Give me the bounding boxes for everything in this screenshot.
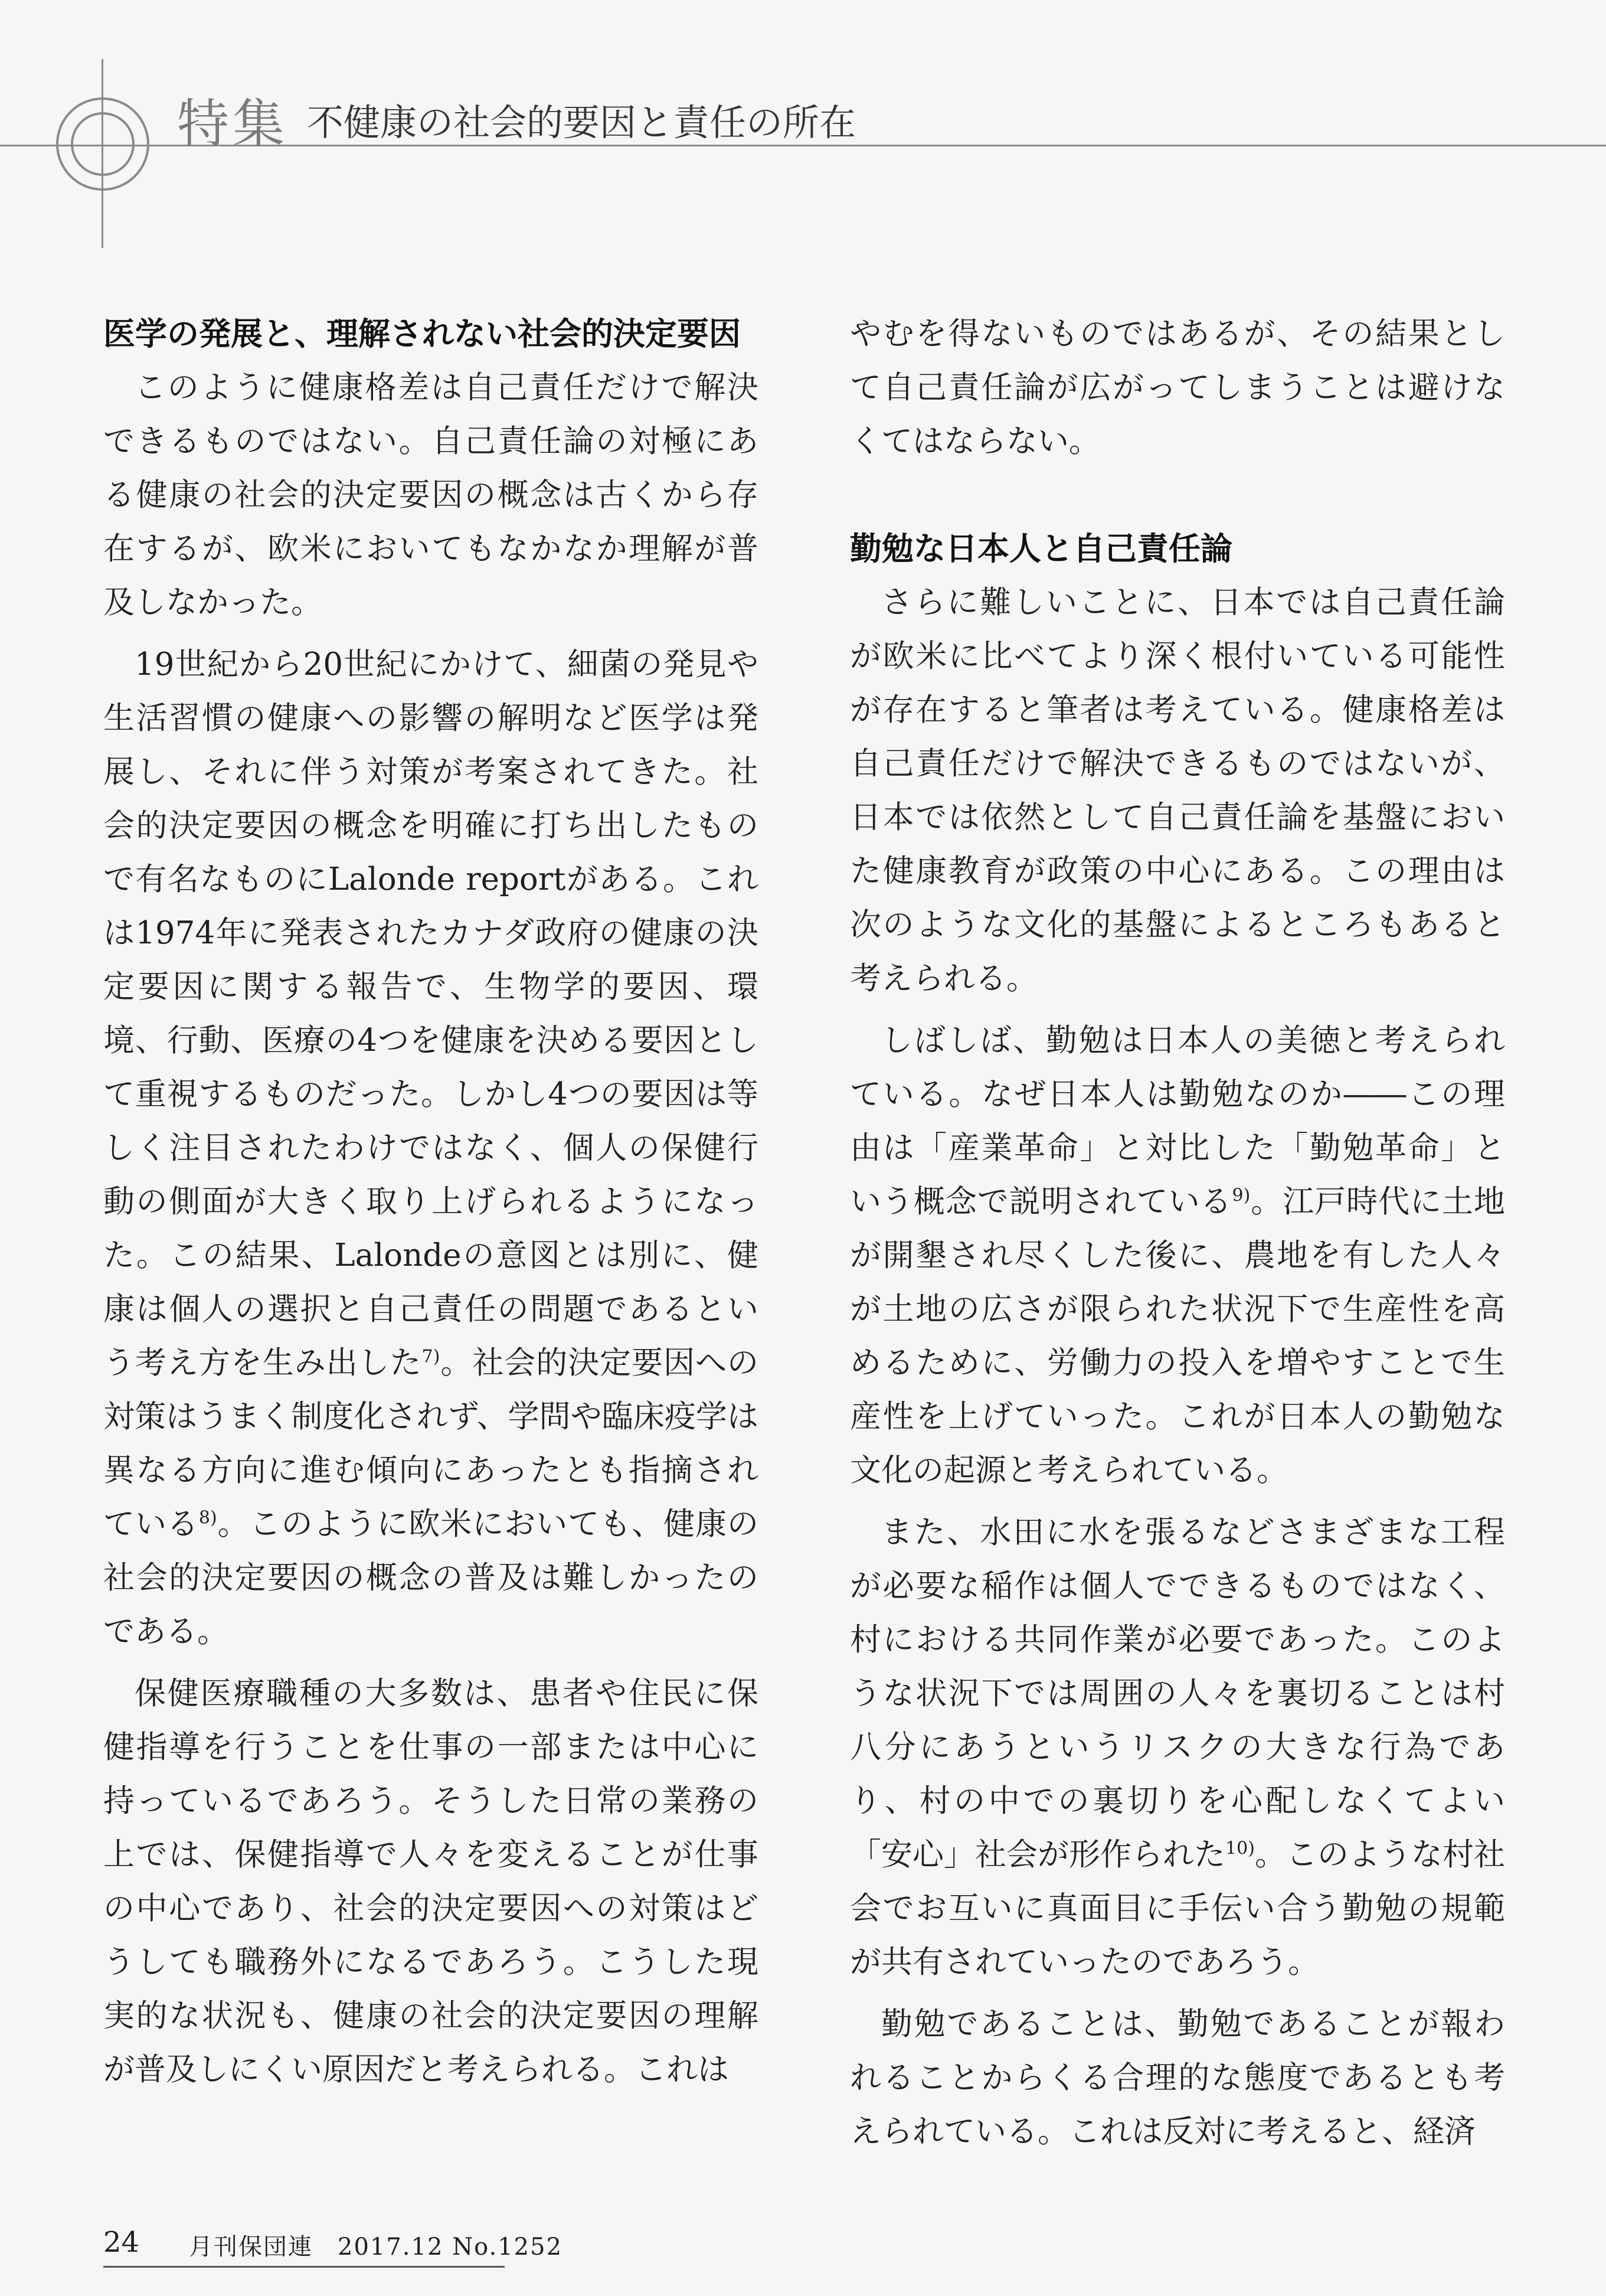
paragraph-text: しばしば、勤勉は日本人の美徳と考えられている。なぜ日本人は勤勉なのか――この理由は「産業革命」と対比した「勤勉革命」という概念で説明されている <box>850 1023 1505 1220</box>
reference-mark: 7) <box>421 1346 440 1367</box>
paragraph-text: 。このような村社会でお互いに真面目に手伝い合う勤勉の規範が共有されていったのであろう。 <box>850 1837 1506 1980</box>
paragraph-text: 19世紀から20世紀にかけて、細菌の発見や生活習慣の健康への影響の解明など医学は発展し、それに伴う対策が考案されてきた。社会的決定要因の概念を明確に打ち出したもので有名なものにLalonde reportがある。これは1974年に発表されたカナダ政府の健康の決定要因に関する報告で、生物学的要因、環境、行動、医療の4つを健康を決める要因として重視するものだった。しかし4つの要因は等しく注目されたわけではなく、個人の保健行動の側面が大きく取り上げられるようになった。この結果、Lalondeの意図とは別に、健康は個人の選択と自己責任の問題であるという考え方を生み出した <box>103 646 758 1381</box>
reference-mark: 8) <box>198 1507 217 1529</box>
paragraph: やむを得ないものではあるが、その結果として自己責任論が広がってしまうことは避けなくてはならない。 <box>850 316 1505 459</box>
section-heading: 勤勉な日本人と自己責任論 <box>850 530 1232 567</box>
header-inner-circle-icon <box>71 112 135 176</box>
paragraph: さらに難しいことに、日本では自己責任論が欧米に比べてより深く根付いている可能性が存在すると筆者は考えている。健康格差は自己責任だけで解決できるものではないが、日本では依然として自己責任論を基盤においた健康教育が政策の中心にある。この理由は次のような文化的基盤によるところもあると考えられる。 <box>850 584 1505 997</box>
reference-mark: 10) <box>1225 1838 1255 1859</box>
paragraph: 保健医療職種の大多数は、患者や住民に保健指導を行うことを仕事の一部または中心に持っているであろう。そうした日常の業務の上では、保健指導で人々を変えることが仕事の中心であり、社会的決定要因への対策はどうしても職務外になるであろう。こうした現実的な状況も、健康の社会的決定要因の理解が普及しにくい原因だと考えられる。これは <box>103 1676 758 2088</box>
paragraph-text: また、水田に水を張るなどさまざまな工程が必要な稲作は個人でできるものではなく、村における共同作業が必要であった。このような状況下では周囲の人々を裏切ることは村八分にあうというリスクの大きな行為であり、村の中での裏切りを心配しなくてよい「安心」社会が形作られた <box>850 1514 1505 1873</box>
paragraph <box>850 1014 1505 1497</box>
reference-mark: 9) <box>1232 1185 1251 1206</box>
paragraph: 勤勉であることは、勤勉であることが報われることからくる合理的な態度であるとも考えられている。これは反対に考えると、経済 <box>850 2006 1505 2150</box>
paragraph <box>850 1505 1505 1989</box>
feature-title: 不健康の社会的要因と責任の所在 <box>307 101 856 144</box>
left-column <box>103 307 758 2096</box>
journal-info: 月刊保団連 2017.12 No.1252 <box>189 2233 563 2261</box>
feature-label: 特集 <box>177 93 289 154</box>
page-number: 24 <box>103 2226 140 2259</box>
paragraph-text: 。江戸時代に土地が開墾され尽くした後に、農地を有した人々が土地の広さが限られた状況下で生産性を高めるために、労働力の投入を増やすことで生産性を上げていった。これが日本人の勤勉な文化の起源と考えられている。 <box>850 1184 1506 1488</box>
paragraph <box>103 638 758 1658</box>
section-heading: 医学の発展と、理解されない社会的決定要因 <box>103 315 741 352</box>
right-column <box>850 307 1505 2158</box>
footer-rule <box>103 2266 505 2268</box>
paragraph-text: 。社会的決定要因への対策はうまく制度化されず、学問や臨床疫学は異なる方向に進む傾向にあったとも指摘されている <box>103 1345 759 1542</box>
paragraph: このように健康格差は自己責任だけで解決できるものではない。自己責任論の対極にある健康の社会的決定要因の概念は古くから存在するが、欧米においてもなかなか理解が普及しなかった。 <box>103 370 758 620</box>
paragraph-text: 。このように欧米においても、健康の社会的決定要因の概念の普及は難しかったのである。 <box>103 1506 759 1650</box>
